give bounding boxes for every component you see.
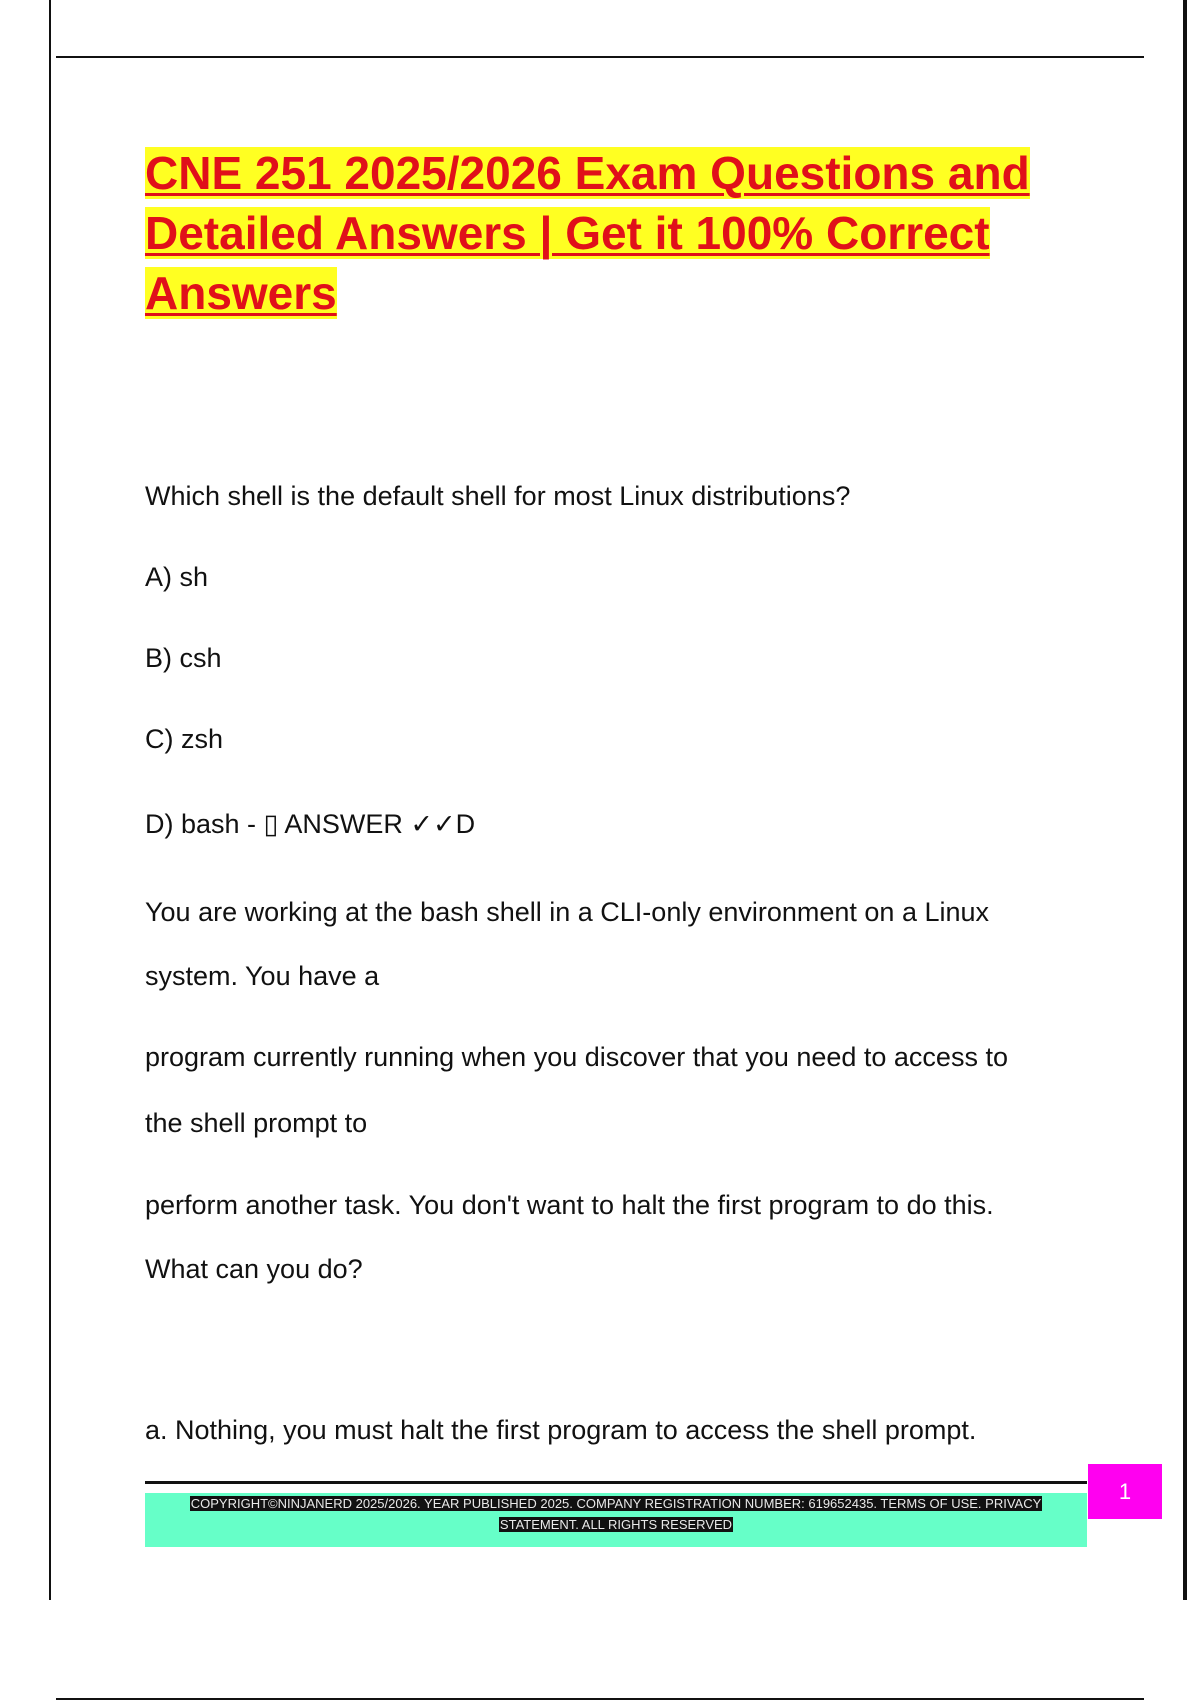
- page-left-border: [49, 0, 51, 1600]
- question-1-option-b: B) csh: [145, 643, 222, 673]
- footer-rule: [145, 1481, 1087, 1484]
- question-1-option-d-answer: D) bash - ▯ ANSWER ✓✓D: [145, 809, 476, 839]
- title-line-2: Detailed Answers | Get it 100% Correct: [145, 207, 990, 259]
- copyright-line-2: STATEMENT. ALL RIGHTS RESERVED: [499, 1517, 733, 1532]
- header-rule: [56, 56, 1144, 58]
- page-number-badge: 1: [1088, 1464, 1162, 1519]
- title-line-1: CNE 251 2025/2026 Exam Questions and: [145, 147, 1030, 199]
- question-2-line-2: system. You have a: [145, 961, 380, 991]
- question-2-option-a: a. Nothing, you must halt the first program to access the shell prompt.: [145, 1415, 977, 1445]
- question-1-option-c: C) zsh: [145, 724, 224, 754]
- question-2-line-4: the shell prompt to: [145, 1108, 368, 1138]
- question-2-line-6: What can you do?: [145, 1254, 363, 1284]
- question-2-line-3: program currently running when you discover that you need to access to: [145, 1042, 1008, 1072]
- question-2-line-1: You are working at the bash shell in a CLI-only environment on a Linux: [145, 897, 990, 927]
- question-1-option-a: A) sh: [145, 562, 209, 592]
- copyright-footer: [145, 1493, 1087, 1547]
- page-right-border: [1183, 0, 1187, 1600]
- copyright-line-1: COPYRIGHT©NINJANERD 2025/2026. YEAR PUBLISHED 2025. COMPANY REGISTRATION NUMBER: 619652435. TERMS OF USE. PRIVACY: [190, 1496, 1042, 1511]
- document-title: [145, 143, 1105, 323]
- question-1-text: Which shell is the default shell for most Linux distributions?: [145, 481, 851, 511]
- question-2-line-5: perform another task. You don't want to halt the first program to do this.: [145, 1190, 994, 1220]
- title-line-3: Answers: [145, 267, 337, 319]
